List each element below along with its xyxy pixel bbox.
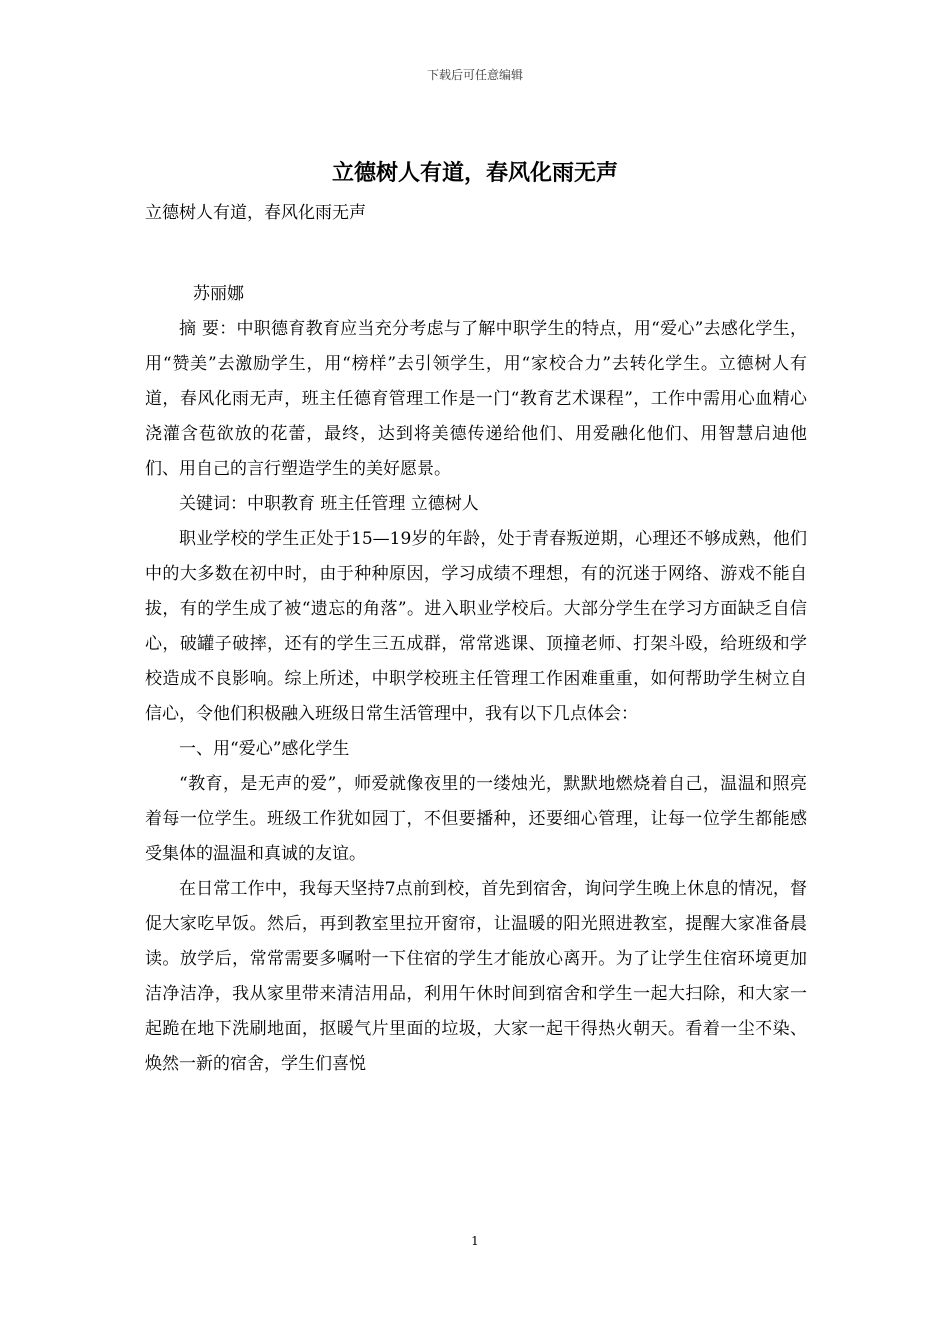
page-number: 1: [471, 1234, 479, 1248]
blank-line: [145, 231, 807, 277]
abstract-paragraph: 摘 要：中职德育教育应当充分考虑与了解中职学生的特点，用“爱心”去感化学生，用“赞美”去激励学生，用“榜样”去引领学生，用“家校合力”去转化学生。立德树人有道，春风化雨无声，班主任德育管理工作是一门“教育艺术课程”，工作中需用心血精心浇灌含苞欲放的花蕾，最终，达到将美德传递给他们、用爱融化他们、用智慧启迪他们、用自己的言行塑造学生的美好愿景。: [145, 319, 807, 479]
document-body: [145, 196, 807, 1082]
page-header-note: 下载后可任意编辑: [426, 68, 523, 82]
section-heading: 一、用“爱心”感化学生: [179, 739, 350, 759]
document-title: 立德树人有道，春风化雨无声: [331, 160, 618, 186]
author-name: 苏丽娜: [193, 284, 244, 304]
body-paragraph: “教育，是无声的爱”，师爱就像夜里的一缕烛光，默默地燃烧着自己，温温和照亮着每一位学生。班级工作犹如园丁，不但要播种，还要细心管理，让每一位学生都能感受集体的温温和真诚的友谊。: [145, 774, 807, 864]
body-paragraph: 在日常工作中，我每天坚持7点前到校，首先到宿舍，询问学生晚上休息的情况，督促大家吃早饭。然后，再到教室里拉开窗帘，让温暖的阳光照进教室，提醒大家准备晨读。放学后，常常需要多嘱咐一下住宿的学生才能放心离开。为了让学生住宿环境更加洁净洁净，我从家里带来清洁用品，利用午休时间到宿舍和学生一起大扫除，和大家一起跪在地下洗刷地面，抠暖气片里面的垃圾，大家一起干得热火朝天。看着一尘不染、焕然一新的宿舍，学生们喜悦: [145, 879, 807, 1074]
body-paragraph: 职业学校的学生正处于15—19岁的年龄，处于青春叛逆期，心理还不够成熟，他们中的大多数在初中时，由于种种原因，学习成绩不理想，有的沉迷于网络、游戏不能自拔，有的学生成了被“遗忘的角落”。进入职业学校后。大部分学生在学习方面缺乏自信心，破罐子破摔，还有的学生三五成群，常常逃课、顶撞老师、打架斗殴，给班级和学校造成不良影响。综上所述，中职学校班主任管理工作困难重重，如何帮助学生树立自信心，令他们积极融入班级日常生活管理中，我有以下几点体会：: [145, 529, 807, 724]
keywords-line: 关键词：中职教育 班主任管理 立德树人: [179, 494, 479, 514]
document-subtitle: 立德树人有道，春风化雨无声: [145, 203, 366, 223]
